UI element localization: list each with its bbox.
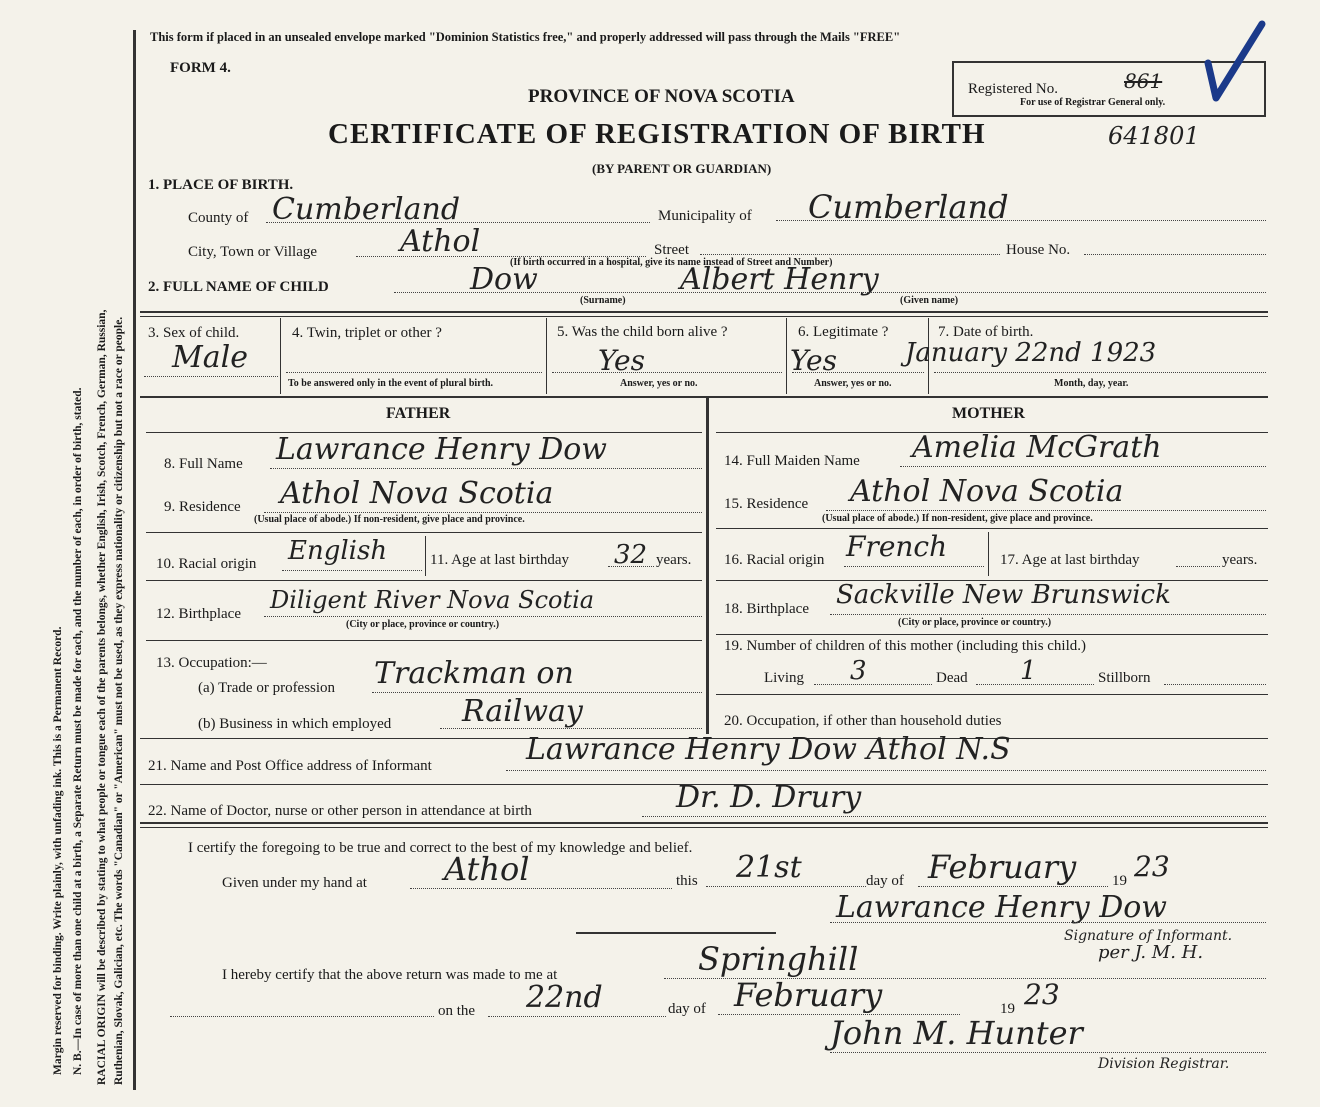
child-given-name: Albert Henry: [680, 262, 879, 297]
year-value: 23: [1134, 850, 1170, 883]
sex-value: Male: [172, 340, 248, 375]
certificate-title: CERTIFICATE OF REGISTRATION OF BIRTH: [328, 118, 986, 150]
father-residence-label: 9. Residence: [164, 499, 241, 515]
legitimate-note: Answer, yes or no.: [814, 378, 892, 389]
father-age-label: 11. Age at last birthday: [430, 552, 569, 568]
month-value: February: [928, 848, 1077, 886]
certificate-subtitle: (BY PARENT OR GUARDIAN): [592, 161, 772, 176]
margin-note-3: RACIAL ORIGIN will be described by stating to what people or tongue each of the parents belongs, whether English, Irish, Scotch, French, German, Russian,: [96, 309, 108, 1085]
father-birthplace-note: (City or place, province or country.): [346, 619, 500, 630]
mother-birthplace-note: (City or place, province or country.): [898, 617, 1052, 628]
mother-residence-value: Athol Nova Scotia: [850, 474, 1124, 509]
child-surname: Dow: [470, 262, 538, 297]
father-age-value: 32: [614, 540, 648, 570]
mother-birthplace-label: 18. Birthplace: [724, 601, 809, 617]
given-place: Athol: [444, 850, 530, 888]
day-value: 21st: [736, 850, 802, 885]
dob-note: Month, day, year.: [1054, 378, 1129, 389]
registered-label: Registered No.: [968, 81, 1058, 97]
place-section-label: 1. PLACE OF BIRTH.: [148, 177, 294, 193]
county-value: Cumberland: [272, 192, 461, 227]
informant-value: Lawrance Henry Dow Athol N.S: [526, 732, 1011, 767]
mother-race-label: 16. Racial origin: [724, 552, 825, 568]
living-label: Living: [764, 670, 804, 686]
registration-year: 23: [1024, 978, 1060, 1011]
child-name-label: 2. FULL NAME OF CHILD: [148, 279, 329, 295]
mother-race-value: French: [846, 530, 948, 563]
registration-day: 22nd: [526, 980, 603, 1015]
alive-value: Yes: [598, 344, 645, 377]
father-trade-value: Trackman on: [374, 656, 574, 691]
father-residence-value: Athol Nova Scotia: [280, 476, 554, 511]
check-mark-icon: [1200, 18, 1270, 108]
mother-birthplace-value: Sackville New Brunswick: [836, 580, 1171, 610]
informant-signature: Lawrance Henry Dow: [836, 890, 1167, 925]
dob-label: 7. Date of birth.: [938, 324, 1034, 340]
mother-heading: MOTHER: [952, 405, 1025, 422]
living-value: 3: [850, 656, 867, 686]
mother-age-label: 17. Age at last birthday: [1000, 552, 1140, 568]
mother-name-value: Amelia McGrath: [912, 430, 1162, 465]
father-name-label: 8. Full Name: [164, 456, 243, 472]
mother-name-label: 14. Full Maiden Name: [724, 453, 860, 469]
legitimate-label: 6. Legitimate ?: [798, 324, 889, 340]
street-label: Street: [654, 242, 689, 258]
mother-residence-label: 15. Residence: [724, 496, 809, 512]
mother-residence-note: (Usual place of abode.) If non-resident, give place and province.: [822, 513, 1093, 524]
signature-label: Signature of Informant.: [1064, 928, 1233, 944]
sex-label: 3. Sex of child.: [148, 325, 240, 341]
year-prefix: 19: [1112, 873, 1127, 889]
margin-note-1: Margin reserved for binding. Write plainly, with unfading ink. This is a Permanent Record.: [52, 626, 64, 1075]
per-note: per J. M. H.: [1098, 942, 1204, 963]
mother-occupation-label: 20. Occupation, if other than household duties: [724, 713, 1002, 729]
day-of-label: day of: [866, 873, 904, 889]
city-label: City, Town or Village: [188, 244, 318, 260]
county-label: County of: [188, 210, 249, 226]
hospital-note: (If birth occurred in a hospital, give its name instead of Street and Number): [510, 257, 833, 268]
given-name-note: (Given name): [900, 295, 959, 306]
house-label: House No.: [1006, 242, 1071, 258]
twin-label: 4. Twin, triplet or other ?: [292, 325, 442, 341]
registration-day-of-label: day of: [668, 1001, 706, 1017]
registration-year-prefix: 19: [1000, 1001, 1015, 1017]
mother-children-label: 19. Number of children of this mother (including this child.): [724, 638, 1087, 654]
alive-note: Answer, yes or no.: [620, 378, 698, 389]
registrar-statement: I hereby certify that the above return was made to me at: [222, 967, 558, 983]
legitimate-value: Yes: [790, 344, 837, 377]
father-age-years: years.: [656, 552, 692, 568]
municipality-value: Cumberland: [808, 188, 1009, 226]
father-business-label: (b) Business in which employed: [198, 716, 392, 732]
father-business-value: Railway: [462, 694, 583, 729]
mail-note: This form if placed in an unsealed envelope marked "Dominion Statistics free," and properly addressed will pass through the Mails "FREE": [150, 30, 901, 44]
city-value: Athol: [400, 224, 481, 259]
stillborn-label: Stillborn: [1098, 670, 1151, 686]
margin-note-2: N. B.—In case of more than one child at a birth, a Separate Return must be made for each, and the number of each, in order of birth, stated.: [72, 387, 84, 1075]
on-the-label: on the: [438, 1003, 476, 1019]
father-race-value: English: [288, 536, 388, 566]
father-trade-label: (a) Trade or profession: [198, 680, 336, 696]
dob-value: January 22nd 1923: [905, 338, 1157, 368]
father-name-value: Lawrance Henry Dow: [276, 432, 607, 467]
mother-age-years: years.: [1222, 552, 1258, 568]
margin-rule: [133, 30, 136, 1090]
doctor-label: 22. Name of Doctor, nurse or other person in attendance at birth: [148, 803, 532, 819]
surname-note: (Surname): [580, 295, 626, 306]
doctor-value: Dr. D. Drury: [676, 780, 862, 815]
municipality-label: Municipality of: [658, 208, 752, 224]
dead-label: Dead: [936, 670, 968, 686]
registered-number: 861: [1124, 69, 1163, 93]
this-label: this: [676, 873, 698, 889]
form-number: FORM 4.: [170, 60, 231, 76]
father-race-label: 10. Racial origin: [156, 556, 257, 572]
twin-note: To be answered only in the event of plural birth.: [288, 378, 494, 389]
dead-value: 1: [1020, 656, 1037, 686]
division-registrar-label: Division Registrar.: [1098, 1056, 1230, 1072]
certificate-number: 641801: [1108, 122, 1200, 150]
registrar-general-note: For use of Registrar General only.: [1020, 97, 1166, 108]
father-heading: FATHER: [386, 405, 451, 422]
father-residence-note: (Usual place of abode.) If non-resident, give place and province.: [254, 514, 525, 525]
father-occupation-label: 13. Occupation:—: [156, 655, 267, 671]
registration-month: February: [734, 976, 883, 1014]
certify-statement: I certify the foregoing to be true and correct to the best of my knowledge and belief.: [188, 840, 693, 856]
father-birthplace-label: 12. Birthplace: [156, 606, 241, 622]
margin-note-4: Ruthenian, Slovak, Galician, etc. The words "Canadian" or "American" must not be used, as they express nationality or citizenship but not a race or people.: [113, 316, 125, 1085]
father-birthplace-value: Diligent River Nova Scotia: [270, 586, 595, 614]
registration-place: Springhill: [698, 940, 859, 978]
given-label: Given under my hand at: [222, 875, 367, 891]
province-title: PROVINCE OF NOVA SCOTIA: [528, 86, 795, 107]
alive-label: 5. Was the child born alive ?: [557, 324, 728, 340]
informant-label: 21. Name and Post Office address of Informant: [148, 758, 432, 774]
registrar-signature: John M. Hunter: [830, 1014, 1083, 1052]
